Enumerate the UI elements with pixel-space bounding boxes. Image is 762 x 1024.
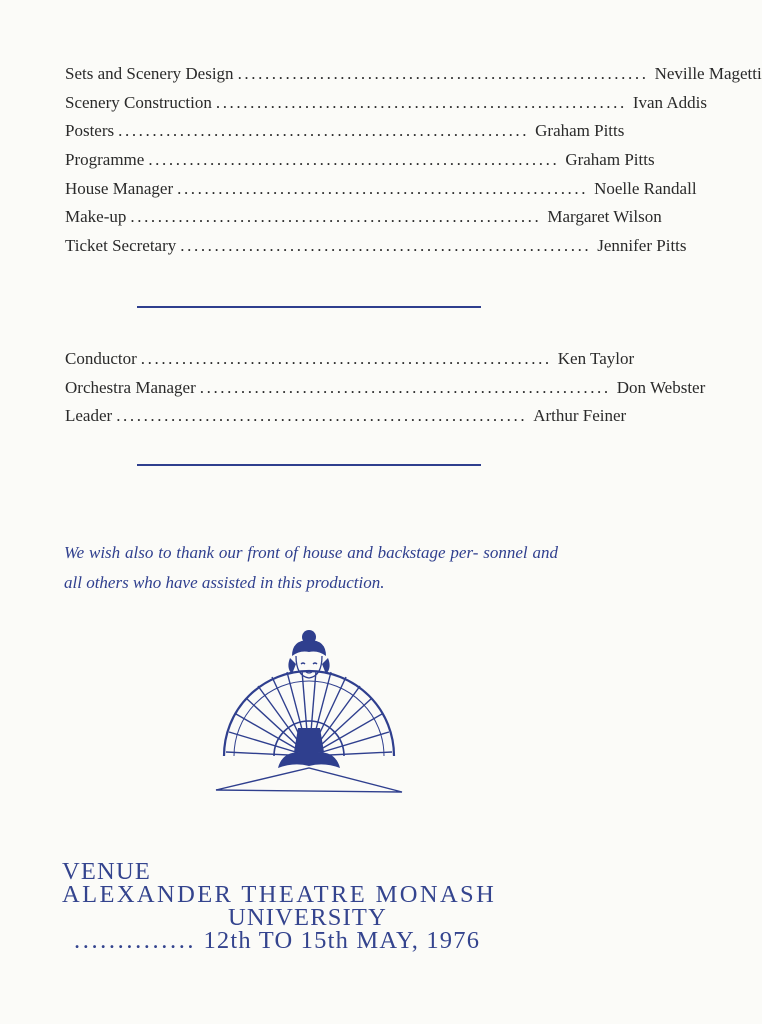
credit-name: Noelle Randall xyxy=(594,178,697,198)
leader-dots: ............................................................ xyxy=(130,207,542,227)
leader-dots: .............. xyxy=(74,927,197,954)
orchestra-credits xyxy=(65,345,706,431)
credit-row xyxy=(65,374,706,403)
venue-block xyxy=(62,860,562,952)
credit-name: Arthur Feiner xyxy=(533,406,627,426)
credit-role: Leader xyxy=(65,406,113,426)
credit-name: Ken Taylor xyxy=(557,349,635,368)
venue-name: ALEXANDER THEATRE MONASH xyxy=(62,881,497,908)
credit-name: Jennifer Pitts xyxy=(597,236,687,256)
credit-row xyxy=(65,175,697,204)
credit-row xyxy=(65,117,625,146)
credit-row xyxy=(65,89,707,118)
credit-row xyxy=(65,203,662,232)
section-divider xyxy=(137,464,481,466)
leader-dots: ............................................................ xyxy=(177,178,589,198)
credit-row xyxy=(65,402,627,431)
credit-role: Sets and Scenery Design xyxy=(65,64,234,83)
credit-role: Programme xyxy=(65,150,145,170)
leader-dots: ............................................................ xyxy=(140,349,552,368)
credit-name: Ivan Addis xyxy=(632,92,707,112)
fan-lady-icon xyxy=(212,628,406,798)
credit-row xyxy=(65,60,762,89)
credit-role: Conductor xyxy=(65,349,137,368)
leader-dots: ............................................................ xyxy=(148,150,560,170)
credit-role: Ticket Secretary xyxy=(65,236,177,256)
credit-row xyxy=(65,345,635,374)
leader-dots: ............................................................ xyxy=(215,92,627,112)
credit-role: Orchestra Manager xyxy=(65,377,196,397)
leader-dots: ............................................................ xyxy=(118,121,530,141)
venue-name-cont: UNIVERSITY xyxy=(228,904,387,931)
credit-name: Neville Magetti xyxy=(654,64,762,83)
leader-dots: ............................................................ xyxy=(116,406,528,426)
leader-dots: ............................................................ xyxy=(237,64,649,83)
credit-role: Posters xyxy=(65,121,115,141)
credit-role: Scenery Construction xyxy=(65,92,212,112)
credit-name: Graham Pitts xyxy=(535,121,625,141)
venue-dates-line xyxy=(62,929,562,952)
leader-dots: ............................................................ xyxy=(180,236,592,256)
section-divider xyxy=(137,306,481,308)
credit-role: Make-up xyxy=(65,207,127,227)
production-credits xyxy=(65,60,762,261)
leader-dots: ............................................................ xyxy=(199,377,611,397)
credit-row xyxy=(65,146,655,175)
credit-name: Don Webster xyxy=(616,377,706,397)
credit-row xyxy=(65,232,687,261)
credit-role: House Manager xyxy=(65,178,174,198)
credit-name: Graham Pitts xyxy=(565,150,655,170)
venue-heading: VENUE xyxy=(62,858,152,885)
credit-name: Margaret Wilson xyxy=(547,207,662,227)
venue-dates: 12th TO 15th MAY, 1976 xyxy=(203,927,481,954)
thanks-note: We wish also to thank our front of house and backstage per- sonnel and all others who have assisted in this production. xyxy=(64,543,558,592)
